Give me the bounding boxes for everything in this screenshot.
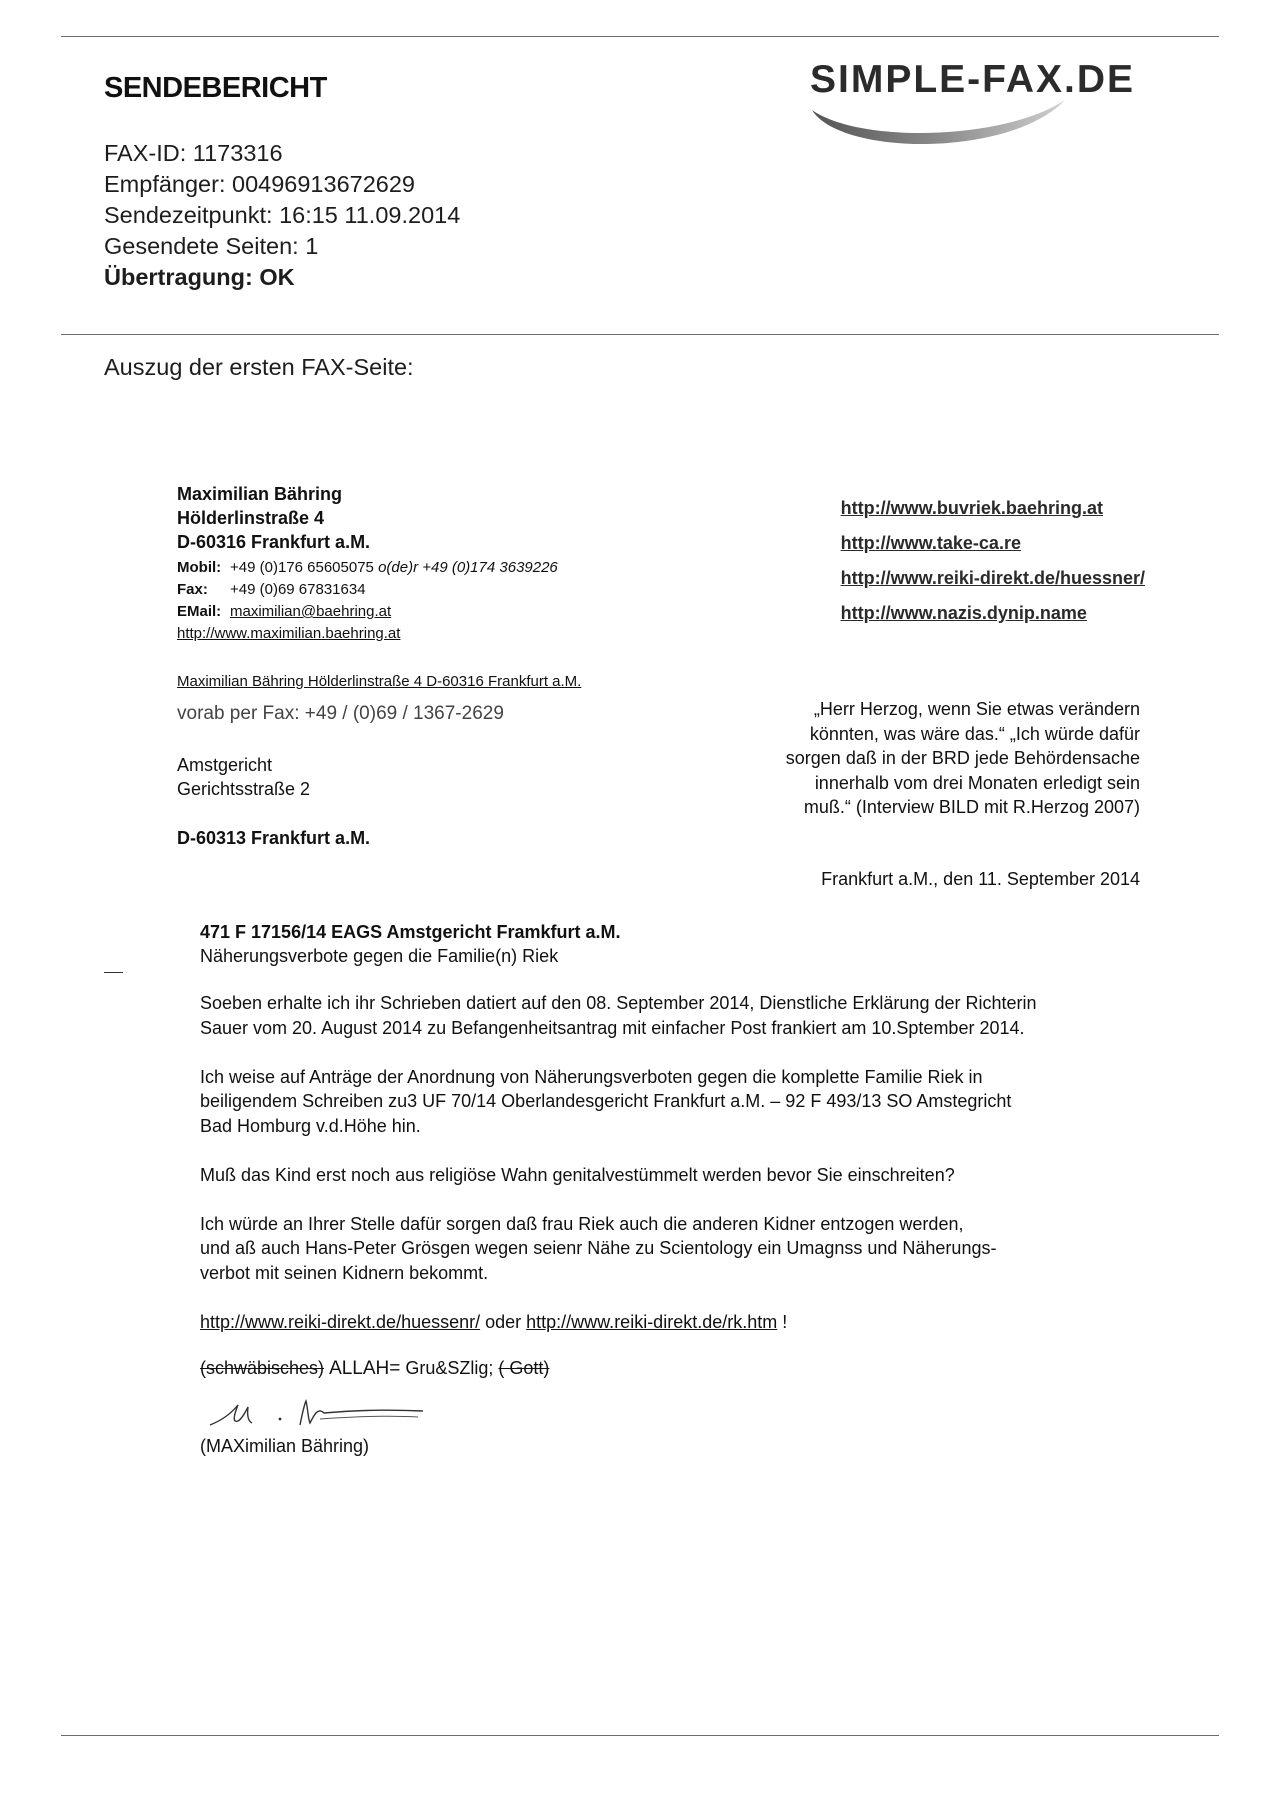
body-line: Sauer vom 20. August 2014 zu Befangenheitsantrag mit einfacher Post frankiert am 10.Sptember 2014. <box>200 1017 1025 1038</box>
subject-block <box>200 920 621 968</box>
links-block <box>841 491 1145 631</box>
paragraph <box>200 991 1140 1040</box>
sender-street: Hölderlinstraße 4 <box>177 508 325 528</box>
email-label: EMail: <box>177 603 222 620</box>
body-line: Muß das Kind erst noch aus religiöse Wahn genitalvestümmelt werden bevor Sie einschreiten? <box>200 1164 955 1185</box>
herzog-quote <box>720 697 1140 820</box>
return-address: Maximilian Bähring Hölderlinstraße 4 D-60316 Frankfurt a.M. <box>177 673 582 690</box>
sender-name: Maximilian Bähring <box>177 484 343 504</box>
greeting-struck-prefix: (schwäbisches) <box>200 1358 325 1378</box>
greeting-struck-suffix: ( Gott) <box>498 1358 550 1378</box>
recipient-line2: Gerichtsstraße 2 <box>177 779 311 799</box>
sender-city: D-60316 Frankfurt a.M. <box>177 532 371 552</box>
fax-recipient: Empfänger: 00496913672629 <box>104 171 415 197</box>
body-line: Ich weise auf Anträge der Anordnung von Näherungsverboten gegen die komplette Familie Riek in <box>200 1066 983 1087</box>
bottom-divider <box>61 1735 1219 1736</box>
excerpt-label: Auszug der ersten FAX-Seite: <box>104 354 414 380</box>
send-time: Sendezeitpunkt: 16:15 11.09.2014 <box>104 202 461 228</box>
greeting-text: Gru&SZlig; <box>400 1358 494 1378</box>
sender-contact <box>177 557 558 645</box>
email-line <box>177 601 558 623</box>
link-joiner: oder <box>480 1311 527 1332</box>
letter-body <box>200 991 1140 1359</box>
quote-line: innerhalb vom drei Monaten erledigt sein <box>814 772 1140 793</box>
pages-sent: Gesendete Seiten: 1 <box>104 233 319 259</box>
sender-block <box>177 482 370 554</box>
fax-line <box>177 579 558 601</box>
subject-topic: Näherungsverbote gegen die Familie(n) Riek <box>200 946 559 966</box>
transmission-status: Übertragung: OK <box>104 264 295 290</box>
email-link[interactable]: maximilian@baehring.at <box>230 603 392 620</box>
greeting-line <box>200 1358 549 1380</box>
body-line: Bad Homburg v.d.Höhe hin. <box>200 1115 421 1136</box>
link-line-end: ! <box>777 1311 788 1332</box>
handwritten-signature-icon <box>208 1393 428 1433</box>
letter-date: Frankfurt a.M., den 11. September 2014 <box>821 869 1140 889</box>
recipient-address <box>177 753 310 801</box>
mobil-value: +49 (0)176 65605075 <box>230 559 374 576</box>
link-reiki-rk[interactable]: http://www.reiki-direkt.de/rk.htm <box>526 1311 778 1332</box>
link-reiki-huessenr[interactable]: http://www.reiki-direkt.de/huessenr/ <box>200 1311 481 1332</box>
signer-name: (MAXimilian Bähring) <box>200 1436 370 1456</box>
body-line: und aß auch Hans-Peter Grösgen wegen seienr Nähe zu Scientology ein Umagnss und Näherungs- <box>200 1238 997 1258</box>
vorab-fax: vorab per Fax: +49 / (0)69 / 1367-2629 <box>177 703 504 724</box>
quote-line: sorgen daß in der BRD jede Behördensache <box>785 748 1140 768</box>
mobil-alt: o(de)r +49 (0)174 3639226 <box>378 559 558 576</box>
quote-line: „Herr Herzog, wenn Sie etwas verändern <box>813 699 1140 719</box>
paragraph <box>200 1065 1140 1139</box>
paragraph <box>200 1212 1140 1286</box>
fax-id: FAX-ID: 1173316 <box>104 140 283 166</box>
sender-website-link[interactable]: http://www.maximilian.baehring.at <box>177 625 401 642</box>
greeting-allah: ALLAH= <box>329 1358 401 1379</box>
paragraph <box>200 1163 1140 1188</box>
mobil-line <box>177 557 558 579</box>
link-buvriek[interactable]: http://www.buvriek.baehring.at <box>840 498 1103 518</box>
quote-line: könnten, was wäre das.“ „Ich würde dafür <box>809 723 1140 744</box>
recipient-city: D-60313 Frankfurt a.M. <box>177 828 371 848</box>
quote-line: muß.“ (Interview BILD mit R.Herzog 2007) <box>803 797 1140 817</box>
link-nazis-dynip[interactable]: http://www.nazis.dynip.name <box>840 603 1087 623</box>
body-line: Soeben erhalte ich ihr Schrieben datiert auf den 08. September 2014, Dienstliche Erklärung der Richterin <box>200 993 1037 1013</box>
fax-value: +49 (0)69 67831634 <box>230 581 366 598</box>
report-title: SENDEBERICHT <box>104 72 327 104</box>
fax-label: Fax: <box>177 581 208 598</box>
subject-case: 471 F 17156/14 EAGS Amstgericht Framkfurt a.M. <box>200 922 621 942</box>
body-line: verbot mit seinen Kidnern bekommt. <box>200 1262 489 1283</box>
mobil-label: Mobil: <box>177 559 222 576</box>
recipient-line1: Amstgericht <box>177 755 273 775</box>
link-reiki-huessner[interactable]: http://www.reiki-direkt.de/huessner/ <box>840 568 1145 588</box>
link-take-ca[interactable]: http://www.take-ca.re <box>840 533 1021 553</box>
body-line: beiligendem Schreiben zu3 UF 70/14 Oberlandesgericht Frankfurt a.M. – 92 F 493/13 SO Amstegricht <box>200 1091 1012 1111</box>
body-line: Ich würde an Ihrer Stelle dafür sorgen daß frau Riek auch die anderen Kidner entzogen werden, <box>200 1213 964 1234</box>
fold-mark <box>104 972 123 973</box>
link-line <box>200 1310 1140 1335</box>
logo-text: SIMPLE-FAX.DE <box>810 58 1136 101</box>
